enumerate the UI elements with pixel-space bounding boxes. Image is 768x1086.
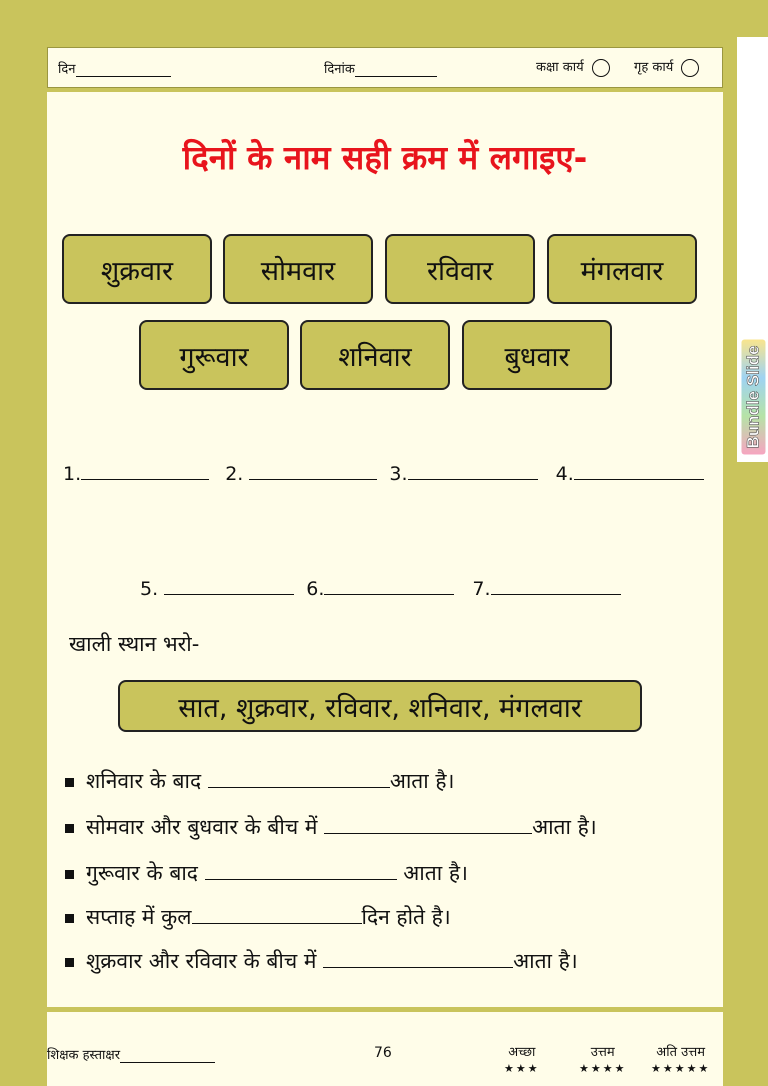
answer-row-1 (63, 462, 704, 485)
teacher-signature-field (47, 1045, 215, 1063)
fill-blank[interactable] (324, 814, 532, 834)
answer-number: 5. (140, 578, 159, 600)
day-box-sunday (385, 234, 535, 304)
page-title: दिनों के नाम सही क्रम में लगाइए- (182, 138, 588, 177)
day-box-label: बुधवार (504, 341, 570, 373)
answer-row-2 (140, 577, 621, 600)
classwork-label: कक्षा कार्य (536, 60, 584, 75)
brand-logo (739, 327, 767, 467)
answer-blank[interactable] (164, 577, 294, 595)
answer-blank[interactable] (324, 577, 454, 595)
grade-label: अच्छा (508, 1045, 536, 1060)
day-box-monday (223, 234, 373, 304)
signature-blank[interactable] (120, 1049, 215, 1063)
day-box-label: सोमवार (260, 255, 336, 287)
fill-item-before: शनिवार के बाद (86, 769, 202, 793)
fill-item-before: सोमवार और बुधवार के बीच में (86, 815, 318, 839)
word-bank (118, 680, 642, 732)
day-box-thursday (139, 320, 289, 390)
fill-item-after: आता है। (389, 769, 455, 793)
grade-outstanding (651, 1042, 710, 1075)
date-field (324, 59, 437, 77)
fill-item-after: आता है। (532, 815, 597, 839)
fill-item-before: सप्ताह में कुल (86, 905, 192, 929)
answer-number: 4. (555, 463, 574, 485)
star-icon-group: ★★★ (504, 1062, 540, 1075)
classwork-field (536, 57, 610, 77)
bullet-icon (65, 870, 74, 879)
star-icon-group: ★★★★ (579, 1062, 627, 1075)
teacher-signature-label: शिक्षक हस्ताक्षर (47, 1048, 121, 1063)
fill-item (65, 813, 597, 841)
day-box-saturday (300, 320, 450, 390)
brand-text: Bundle Slide (741, 340, 765, 455)
fill-blank[interactable] (208, 768, 390, 788)
answer-blank[interactable] (81, 462, 209, 480)
grade-label: अति उत्तम (656, 1045, 706, 1060)
fill-item-after: आता है। (403, 861, 468, 885)
homework-radio[interactable] (681, 59, 699, 77)
day-box-label: शुक्रवार (100, 255, 174, 287)
fill-item (65, 947, 578, 975)
grade-good (504, 1042, 540, 1075)
grade-label: उत्तम (590, 1045, 615, 1060)
date-blank[interactable] (355, 63, 437, 77)
day-box-wednesday (462, 320, 612, 390)
fill-item (65, 767, 454, 795)
fill-blank[interactable] (205, 860, 397, 880)
bullet-icon (65, 914, 74, 923)
homework-field (634, 57, 699, 77)
day-box-label: गुरूवार (179, 341, 249, 373)
answer-blank[interactable] (408, 462, 538, 480)
day-box-label: मंगलवार (580, 255, 664, 287)
answer-number: 3. (389, 463, 408, 485)
header-bar (47, 47, 723, 88)
fill-item-after: दिन होते है। (361, 905, 451, 929)
day-label: दिन (58, 62, 76, 77)
day-box-friday (62, 234, 212, 304)
day-blank[interactable] (76, 63, 171, 77)
side-tab (737, 37, 768, 462)
day-box-label: रविवार (426, 255, 494, 287)
fill-item-before: गुरूवार के बाद (86, 861, 198, 885)
answer-number: 7. (472, 578, 491, 600)
day-field (58, 59, 171, 77)
fill-blank[interactable] (192, 904, 362, 924)
bullet-icon (65, 778, 74, 787)
fill-item (65, 903, 451, 931)
classwork-radio[interactable] (592, 59, 610, 77)
word-bank-text: सात, शुक्रवार, रविवार, शनिवार, मंगलवार (178, 692, 582, 724)
date-label: दिनांक (324, 62, 355, 77)
answer-number: 2. (225, 463, 244, 485)
fill-item-before: शुक्रवार और रविवार के बीच में (86, 949, 317, 973)
answer-number: 6. (306, 578, 325, 600)
fill-blank[interactable] (323, 948, 513, 968)
star-icon-group: ★★★★★ (651, 1062, 711, 1075)
fill-item (65, 859, 468, 887)
bullet-icon (65, 958, 74, 967)
footer-bar (47, 1012, 723, 1086)
page-number: 76 (374, 1045, 392, 1061)
answer-blank[interactable] (491, 577, 621, 595)
day-box-label: शनिवार (338, 341, 412, 373)
homework-label: गृह कार्य (634, 60, 674, 75)
answer-blank[interactable] (574, 462, 704, 480)
day-box-tuesday (547, 234, 697, 304)
bullet-icon (65, 824, 74, 833)
fill-item-after: आता है। (513, 949, 578, 973)
grade-excellent (579, 1042, 626, 1075)
answer-blank[interactable] (249, 462, 377, 480)
fill-section-heading: खाली स्थान भरो- (69, 632, 200, 656)
answer-number: 1. (63, 463, 82, 485)
worksheet-page (47, 92, 723, 1007)
